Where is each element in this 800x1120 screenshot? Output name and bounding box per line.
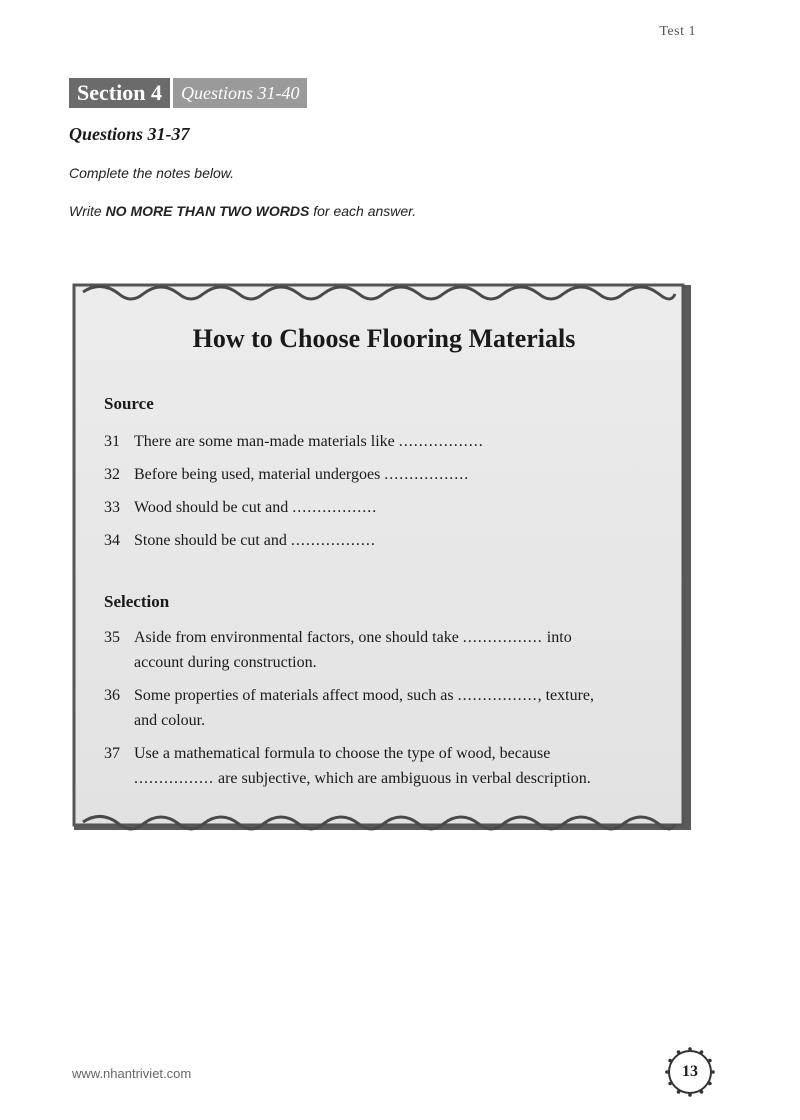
question-text-line2: and colour. [134,712,206,729]
answer-blank[interactable]: ................ [292,499,373,516]
question-text: There are some man-made materials like [134,433,395,450]
notes-box [71,282,697,836]
subheading-source: Source [104,394,154,413]
question-text-after: into [546,629,572,646]
question-number: 34 [104,532,120,549]
question-number: 35 [104,629,120,646]
answer-blank[interactable]: ................ [457,687,538,704]
answer-blank[interactable]: ................ [462,629,543,646]
question-36 [104,683,664,733]
running-header: Test 1 [659,24,696,39]
question-text: Aside from environmental factors, one should take [134,629,459,646]
question-33 [104,495,664,520]
page-number-badge [664,1046,716,1098]
question-text: Wood should be cut and [134,499,289,516]
question-number: 33 [104,499,120,516]
answer-blank[interactable]: ................ [384,466,465,483]
section-label: Section 4 [69,78,170,108]
subheading-selection: Selection [104,592,170,611]
question-31 [104,429,664,454]
question-text: Before being used, material undergoes [134,466,381,483]
instruction-prefix: Write [69,203,106,219]
question-35 [104,625,664,675]
question-number: 32 [104,466,120,483]
questions-heading: Questions 31-37 [69,124,190,144]
instruction-line-1: Complete the notes below. [69,165,234,181]
question-number: 37 [104,745,120,762]
answer-blank[interactable]: ................ [398,433,479,450]
instruction-line-2 [69,203,416,219]
section-questions-range: Questions 31-40 [170,78,308,108]
question-text: Some properties of materials affect mood, such as [134,687,454,704]
question-text: Stone should be cut and [134,532,287,549]
footer-url: www.nhantriviet.com [72,1066,192,1081]
question-end: . [464,466,469,483]
answer-blank[interactable]: ................ [134,770,214,787]
question-text-after: , texture, [537,687,595,704]
question-32 [104,462,664,487]
instruction-suffix: for each answer. [309,203,417,219]
question-number: 31 [104,433,120,450]
question-34 [104,528,664,553]
question-end: . [478,433,483,450]
question-37 [104,741,664,791]
question-end: . [370,532,375,549]
question-text-line2: are subjective, which are ambiguous in verbal description. [218,770,591,787]
section-header [69,78,307,108]
notes-title: How to Choose Flooring Materials [192,324,576,353]
question-text-line2: account during construction. [134,654,317,671]
question-number: 36 [104,687,120,704]
question-text: Use a mathematical formula to choose the type of wood, because [134,745,551,762]
question-end: . [372,499,377,516]
answer-blank[interactable]: ................ [290,532,371,549]
instruction-word-limit: NO MORE THAN TWO WORDS [105,203,310,219]
page-number: 13 [682,1063,698,1080]
